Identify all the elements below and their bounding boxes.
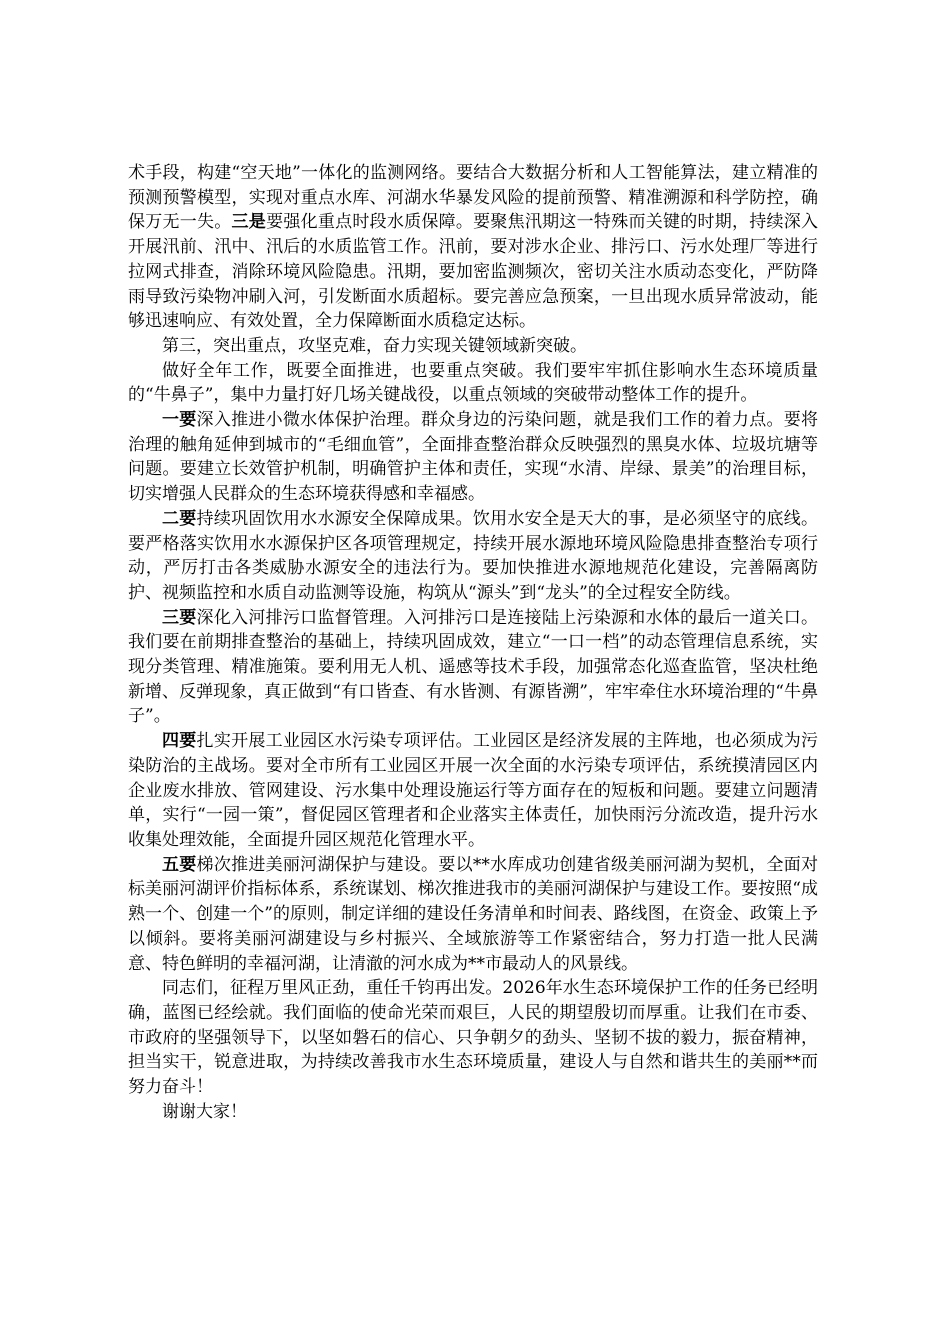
paragraph-thanks [128, 1100, 818, 1125]
paragraph-text: 深入推进小微水体保护治理。群众身边的污染问题，就是我们工作的着力点。要将治理的触角延伸到城市的“毛细血管”，全面排查整治群众反映强烈的黑臭水体、垃圾坑塘等问题。要建立长效管护机制，明确管护主体和责任，实现“水清、岸绿、景美”的治理目标，切实增强人民群众的生态环境获得感和幸福感。 [128, 410, 819, 505]
paragraph-item-3 [128, 606, 818, 730]
paragraph-lead-bold: 二要 [162, 508, 197, 529]
paragraph-text: 同志们，征程万里风正劲，重任千钧再出发。2026年水生态环境保护工作的任务已经明确，蓝图已经绘就。我们面临的使命光荣而艰巨，人民的期望殷切而厚重。让我们在市委、市政府的坚强领导下，以坚如磐石的信心、只争朝夕的劲头、坚韧不拔的毅力，振奋精神，担当实干，锐意进取，为持续改善我市水生态环境质量，建设人与自然和谐共生的美丽**而努力奋斗！ [128, 978, 818, 1098]
paragraph-item-1 [128, 408, 818, 507]
paragraph-text: 深化入河排污口监督管理。入河排污口是连接陆上污染源和水体的最后一道关口。我们要在前期排查整治的基础上，持续巩固成效，建立“一口一档”的动态管理信息系统，实现分类管理、精准施策。要利用无人机、遥感等技术手段，加强常态化巡查监管，坚决杜绝新增、反弹现象，真正做到“有口皆查、有水皆测、有源皆溯”，牢牢牵住水环境治理的“牛鼻子”。 [128, 607, 819, 727]
paragraph-continued [128, 161, 818, 334]
section-heading [128, 334, 818, 359]
paragraph-text: 扎实开展工业园区水污染专项评估。工业园区是经济发展的主阵地，也必须成为污染防治的主战场。要对全市所有工业园区开展一次全面的水污染专项评估，系统摸清园区内企业废水排放、管网建设、污水集中处理设施运行等方面存在的短板和问题。要建立问题清单，实行“一园一策”，督促园区管理者和企业落实主体责任，加快雨污分流改造，提升污水收集处理效能，全面提升园区规范化管理水平。 [128, 731, 819, 850]
paragraph-lead-bold: 三要 [162, 607, 197, 628]
paragraph-item-4 [128, 729, 818, 853]
paragraph-text: 持续巩固饮用水水源安全保障成果。饮用水安全是天大的事，是必须坚守的底线。要严格落实饮用水水源保护区各项管理规定，持续开展水源地环境风险隐患排查整治专项行动，严厉打击各类威胁水源安全的违法行为。要加快推进水源地规范化建设，完善隔离防护、视频监控和水质自动监测等设施，构筑从“源头”到“龙头”的全过程安全防线。 [128, 508, 819, 603]
paragraph-lead-bold: 五要 [162, 854, 197, 875]
paragraph-closing [128, 976, 818, 1100]
paragraph-intro [128, 359, 818, 408]
paragraph-item-2 [128, 507, 818, 606]
paragraph-item-5 [128, 853, 818, 977]
paragraph-text: 谢谢大家！ [162, 1101, 247, 1122]
paragraph-lead-bold: 一要 [162, 410, 197, 431]
paragraph-text: 术手段，构建“空天地”一体化的监测网络。要结合大数据分析和人工智能算法，建立精准的预测预警模型，实现对重点水库、河湖水华暴发风险的提前预警、精准溯源和科学防控，确保万无一失。 [128, 163, 818, 233]
document-body [128, 161, 818, 1124]
paragraph-text: 梯次推进美丽河湖保护与建设。要以**水库成功创建省级美丽河湖为契机，全面对标美丽河湖评价指标体系，系统谋划、梯次推进我市的美丽河湖保护与建设工作。要按照“成熟一个、创建一个”的原则，制定详细的建设任务清单和时间表、路线图，在资金、政策上予以倾斜。要将美丽河湖建设与乡村振兴、全域旅游等工作紧密结合，努力打造一批人民满意、特色鲜明的幸福河湖，让清澈的河水成为**市最动人的风景线。 [128, 854, 819, 974]
paragraph-text-continued: 要强化重点时段水质保障。要聚焦汛期这一特殊而关键的时期，持续深入开展汛前、汛中、汛后的水质监管工作。汛前，要对涉水企业、排污口、污水处理厂等进行拉网式排查，消除环境风险隐患。汛期，要加密监测频次，密切关注水质动态变化，严防降雨导致污染物冲刷入河，引发断面水质超标。要完善应急预案，一旦出现水质异常波动，能够迅速响应、有效处置，全力保障断面水质稳定达标。 [128, 212, 819, 332]
paragraph-lead-bold: 三是 [231, 212, 267, 233]
paragraph-text: 做好全年工作，既要全面推进，也要重点突破。我们要牢牢抓住影响水生态环境质量的“牛鼻子”，集中力量打好几场关键战役，以重点领域的突破带动整体工作的提升。 [128, 360, 818, 406]
section-heading-text: 第三，突出重点，攻坚克难，奋力实现关键领域新突破。 [162, 335, 587, 356]
paragraph-lead-bold: 四要 [162, 731, 197, 752]
